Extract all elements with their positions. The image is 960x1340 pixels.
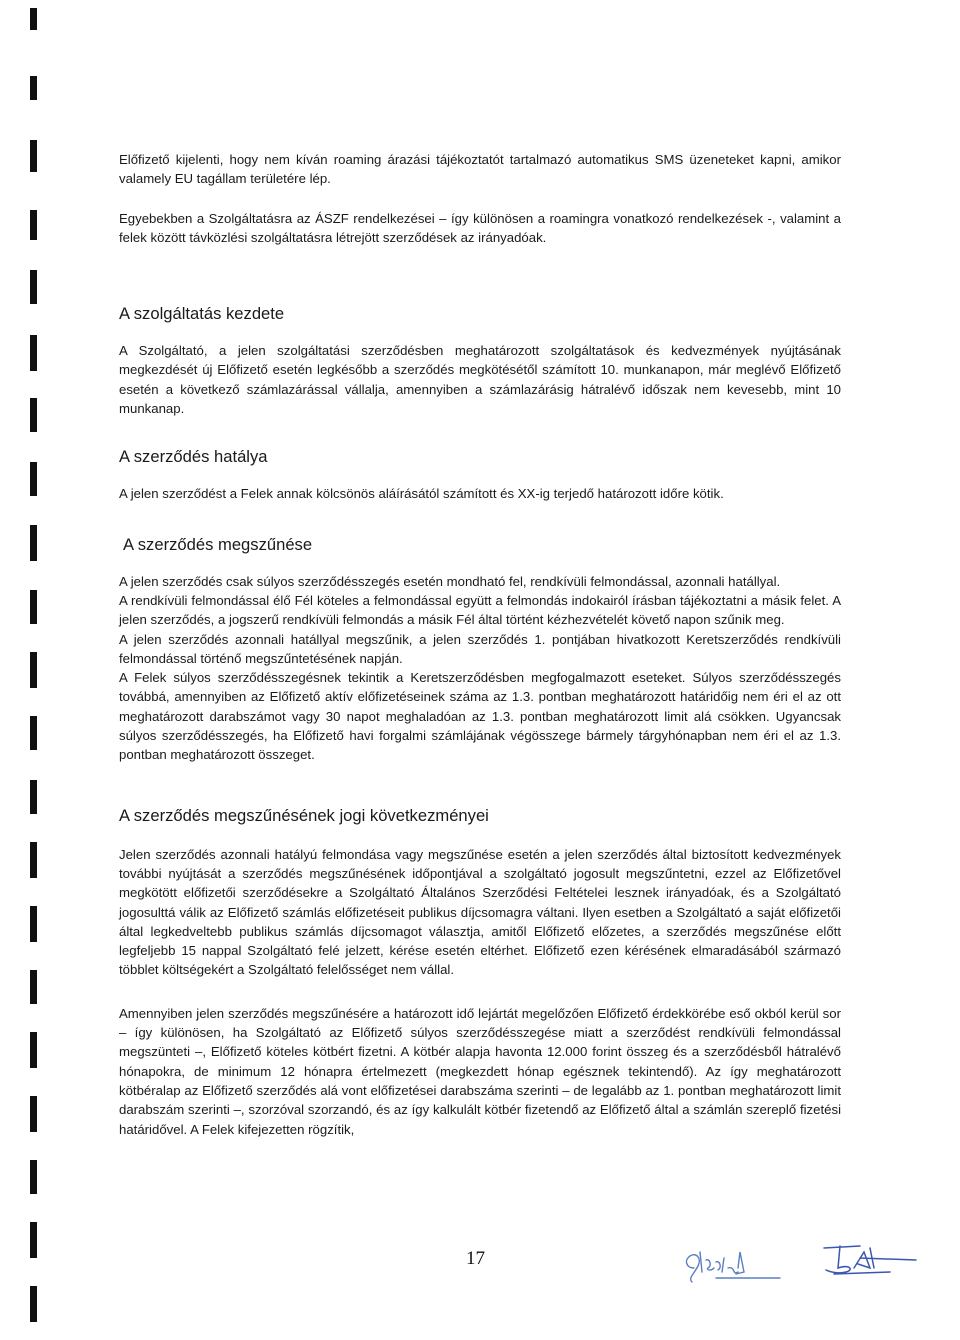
section-heading: A szerződés megszűnésének jogi következményei: [119, 805, 489, 825]
paragraph-roaming-sms: Előfizető kijelenti, hogy nem kíván roaming árazási tájékoztatót tartalmazó automatikus SMS üzeneteket kapni, amikor valamely EU tagállam területére lép.: [119, 152, 841, 187]
signature-1: [676, 1238, 786, 1286]
scan-mark: [30, 525, 37, 561]
section-heading: A szolgáltatás kezdete: [119, 304, 285, 324]
section-paragraph: A rendkívüli felmondással élő Fél köteles a felmondással együtt a felmondás indokairól írásban tájékoztatni a másik felet. A jelen szerződés, a jogszerű rendkívüli felmondás a másik Fél által történt kézhezvételét követő napon szűnik meg.: [119, 592, 841, 628]
section-paragraph: A jelen szerződés csak súlyos szerződésszegés esetén mondható fel, rendkívüli felmondással, azonnali hatállyal.: [119, 573, 781, 589]
scan-mark: [30, 1032, 37, 1068]
scan-mark: [30, 1096, 37, 1132]
section-paragraph: Jelen szerződés azonnali hatályú felmondása vagy megszűnése esetén a jelen szerződés által biztosított kedvezmények további nyújtását a szerződés megszűnésének időpontjával a szolgáltató jogosult megszűntetni, ezzel az Előfizetővel megkötött előfizetői szerződésekre a Szolgáltató Általános Szerződési Feltételei lesznek irányadóak, és a Szolgáltató jogosulttá válik az Előfizető számlás előfizetéseit publikus díjcsomagra váltani. Ilyen esetben a Szolgáltató a saját előfizetői által legkedveltebb publikus számlás díjcsomagot választja, amitől Előfizető előzetes, a szerződés megszűnése előtt legfeljebb 15 nappal Szolgáltató felé jelzett, kérése esetén eltérhet. Előfizető ezen kérésének elmaradásából származó többlet költségekért a Szolgáltató felelősséget nem vállal.: [119, 846, 841, 978]
scan-mark: [30, 1286, 37, 1322]
scan-mark: [30, 462, 37, 496]
scan-mark: [30, 652, 37, 688]
section-paragraph: A Felek súlyos szerződésszegésnek tekintik a Keretszerződésben megfogalmazott eseteket. Súlyos szerződésszegés továbbá, amennyiben az Előfizető aktív előfizetéseinek száma az 1.3. pontban meghatározott határidőig nem éri el az ott meghatározott darabszámot vagy 30 napot meghaladóan az 1.3. pontban meghatározott limit alá csökken. Ugyancsak súlyos szerződésszegés, ha Előfizető havi forgalmi számlájának végösszege bármely tárgyhónapban nem éri el az 1.3. pontban meghatározott összeget.: [119, 670, 841, 763]
scan-mark: [30, 906, 37, 942]
section-paragraph: A Szolgáltató, a jelen szolgáltatási szerződésben meghatározott szolgáltatások és kedvezmények nyújtásának megkezdését új Előfizető esetén legkésőbb a szerződés megkötésétől számított 10. munkanapon, már meglévő Előfizető esetén a következő számlazárással vállalja, amennyiben a számlazárásig hátralévő időszak nem kevesebb, mint 10 munkanap.: [119, 343, 841, 417]
scan-mark: [30, 398, 37, 432]
paragraph-egyebekben: Egyebekben a Szolgáltatásra az ÁSZF rendelkezései – így különösen a roamingra vonatkozó rendelkezések -, valamint a felek között távközlési szolgáltatásra létrejött szerződések az irányadóak.: [119, 210, 841, 245]
section-paragraph: A jelen szerződés azonnali hatállyal megszűnik, a jelen szerződés 1. pontjában hivatkozott Keretszerződés rendkívüli felmondással történő megszűntetésének napján.: [119, 631, 841, 666]
scan-mark: [30, 842, 37, 878]
scan-mark: [30, 1160, 37, 1194]
scan-mark: [30, 716, 37, 750]
scan-mark: [30, 335, 37, 371]
scan-mark: [30, 76, 37, 100]
scan-mark: [30, 590, 37, 624]
scan-mark: [30, 210, 37, 240]
section-paragraph: Amennyiben jelen szerződés megszűnésére a határozott idő lejártát megelőzően Előfizető érdekkörébe eső okból kerül sor – így különösen, ha Szolgáltató az Előfizető súlyos szerződésszegése miatt a szerződést rendkívüli felmondással megszünteti –, Előfizető köteles kötbért fizetni. A kötbér alapja havonta 12.000 forint összeg és a szerződésből hátralévő hónapokra, de minimum 12 hónapra értelmezett (megkezdett hónap egésznek tekintendő). Az így meghatározott kötbéralap az Előfizető szerződés alá vont előfizetései darabszáma szerinti – de legalább az 1. pontban meghatározott limit darabszám szerinti –, szorzóval szorzandó, és az így kalkulált kötbér fizetendő az Előfizető által a számlán szereplő fizetési határidővel. A Felek kifejezetten rögzítik,: [119, 1005, 841, 1137]
scan-mark: [30, 270, 37, 304]
scan-mark: [30, 140, 37, 172]
scan-mark: [30, 780, 37, 814]
scan-edge-marks: [0, 0, 40, 1340]
scan-mark: [30, 970, 37, 1004]
signature-2: [820, 1238, 920, 1280]
section-paragraph: A jelen szerződést a Felek annak kölcsönös aláírásától számított és XX-ig terjedő határozott időre kötik.: [119, 486, 724, 502]
scan-mark: [30, 1222, 37, 1258]
scan-mark: [30, 8, 37, 30]
document-body: [119, 150, 841, 1139]
page-number: 17: [466, 1248, 485, 1269]
section-heading: A szerződés megszűnése: [123, 534, 313, 554]
section-heading: A szerződés hatálya: [119, 447, 268, 467]
